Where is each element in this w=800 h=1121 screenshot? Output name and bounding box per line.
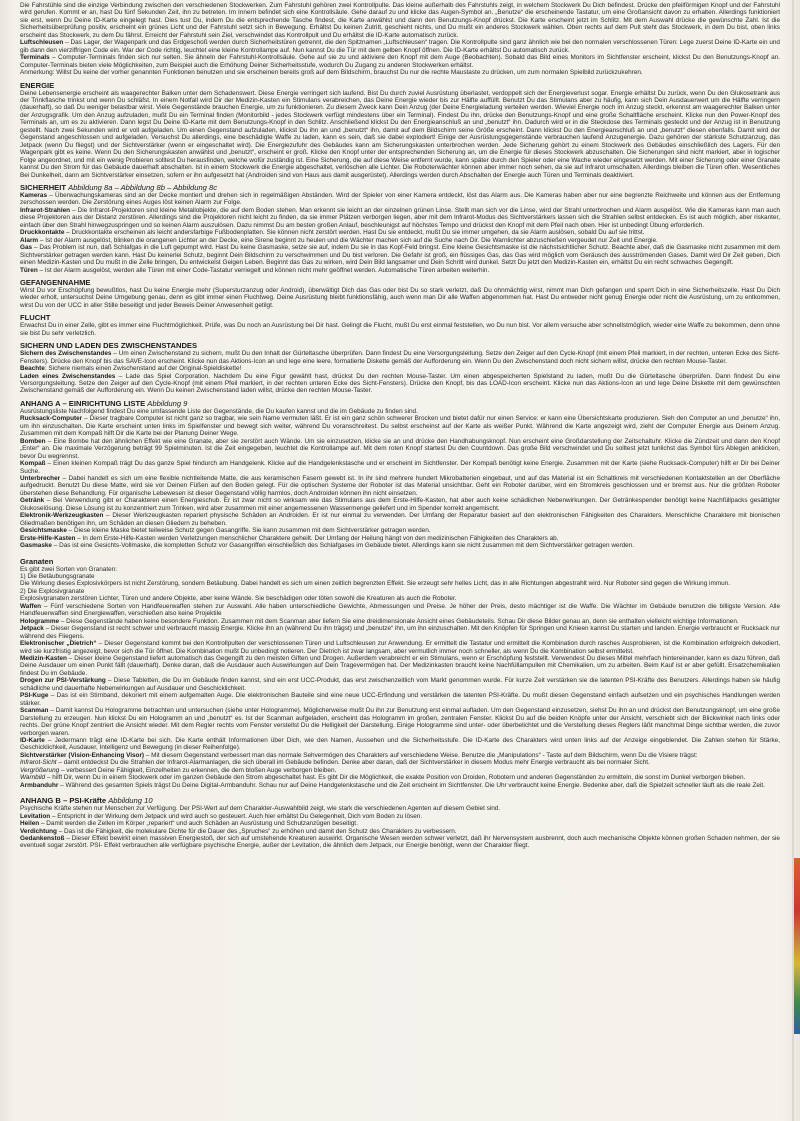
term-gas: Gas – Das Problem ist nun, daß Schlafgas in die Luft gepumpt wird. Hast Du keine Gasmaske, setze sie auf, indem Du sie in das Kopf-Feld bringst. Eine kleine Gesichtsmaske ist die nächstsichtlicher Schutz. Beachte aber, daß die Gasmaske nicht zusammen mit dem Sichtverstärker getragen werden kann. Hast Du keinerlei Schutz, beginnt Dein Bildschirm zu verschwimmen und Du bist verloren. Die Gefahr ist groß, ein flüssiges Gas, das Gas wird möglich vom Geräusch des ausströmenden Gases. Damit wird Dir Zeit geben, Dich einen Medizin-Kasten und Du mußt in die Zelle bringen, Du entwickelst Geigen Leben. Beginnt das Gas zu wirken, wird Dein Bild langsamer und Dein Schritt wird dunkel. Setzt Du jetzt den Medizin-Kasten ein, erhältst Du ein recht schwaches Gegengift. <box>20 244 780 267</box>
heading-granaten: Granaten <box>20 556 54 566</box>
term-gedankenstoss: Gedankenstoß – Dieser Effekt bewirkt einen massiven Energiestoß, der sich auf umstehende Kreaturen auswirkt. Organische Wesen werden schwer verletzt, daß ihr Nervensystem ausbrennt, doch auch mechanische Objekte können großen Schaden nehmen, der sie eventuell sogar zerstört. PSI- Effekt verbrauchen alle verfügbare psychische Energie, außer der Levitation, die ähnlich dem Jetpack, nur Energie benötigt, wenn der Charakter fliegt. <box>20 834 780 850</box>
heading-flucht: FLUCHT <box>20 313 51 323</box>
anhang-a-intro: Ausrüstungsliste Nachfolgend findest Du eine umfassende Liste der Gegenstände, die Du kaufen kannst und die im Gebäude zu finden sind. <box>20 407 418 415</box>
granaten-line-2: 1) Die Betäubungsgranate <box>20 573 95 580</box>
term-medizin-kasten: Medizin-Kasten – Dieser kleine Gegenstand liefert automatisch das Gegengift zu den meisten Giften und Drogen. Außerdem verabreicht er ein Stimulans, wenn er Erschöpfung feststellt. Verwendest Du dieses Mittel mehrfach hintereinander, kann es dazu führen, daß Deine Ausdauer um einen Punkt fällt (dauerhaft). Denke daran, daß die Ausdauer auch Auswirkungen auf Dein Tragevermögen hat. Der Medizinkasten braucht keine Nachfüllampullen mit Chemikalien, um zu arbeiten. Beim Kauf ist er aber gefüllt. Ersatzchemikalien findest Du im Gebäude. <box>20 654 780 677</box>
note-paragraph: Anmerkung: Willst Du keine der vorher genannten Funktionen benutzen und sie erscheinen bereits groß auf dem Bildschirm, brauchst Du nur die rechte Maustaste zu drücken, um zum normalen Spielbild zurückzukehren. <box>20 69 643 77</box>
visor-infrarot: Infrarot-Sicht – damit entdeckst Du die Strahlen der Infrarot-Alarmanlagen, die sich überall im Gebäude befinden. Denke aber daran, daß der Sichtverstärker in diesem Modus mehr Energie verbraucht als bei normaler Sicht. <box>20 759 650 767</box>
gefangennahme-paragraph: Wirst Du vor Erschöpfung bewußtlos, hast Du keine Energie mehr (Supersturzanzug oder Android), überwältigt Dich das Gas oder bist Du so stark verletzt, daß Du ohnmächtig wirst, nimmt man Dich gefangen und sperrt Dich in eine Sicherheitszelle. Hast Du Dich wieder erholt, untersuchst Deine Umgebung genau, denn es gibt immer einen Fluchtweg. Deine Ausrüstung bleibt funktionsfähig, auch wenn man Dir alle Waffen abgenommen hat. Hast Du entweder nicht genug Energie oder nicht die Ausrüstung, um zu entkommen, wirst Du von der UCC in aller Stille beseitigt und jeder Beweis Deiner Anwesenheit getilgt. <box>20 286 780 309</box>
term-drogen: Drogen zur PSI-Verstärkung – Diese Tabletten, die Du im Gebäude finden kannst, sind ein erst UCC-Produkt, das erst zwischenzeitlich vom Markt genommen wurde. Für kurze Zeit verstärken sie die latenten PSI-Kräfte des Benutzers. Allerdings haben sie häufig schädliche und dauerhafte Nebenwirkungen auf Ausdauer und Geschicklichkeit. <box>20 677 780 692</box>
term-levitation: Levitation – Entspricht in der Wirkung dem Jetpack und wird auch so gesteuert. Auch hier erhältst Du Gelegenheit, Dich vom Boden zu lösen. <box>20 812 423 820</box>
term-hologramme: Hologramme – Diese Gegenstände haben keine besondere Funktion. Zusammen mit dem Scanman aber liefern Sie eine dreidimensionale Ansicht eines Gebäudeteils. Schau Dir diese Bilder genau an, denn sie enthalten vielleicht wichtige Informationen. <box>20 617 739 625</box>
term-kameras: Kameras – Überwachungskameras sind an der Decke montiert und drehen sich in regelmäßigen Abständen. Wird der Spieler von einer Kamera entdeckt, löst das Alarm aus. Die Kameras haben aber nur eine begrenzte Reichweite und können aus der Entfernung zerschossen werden. Die Zerstörung eines Auges löst keinen Alarm zur Folge. <box>20 191 780 207</box>
heading-sichern-laden: SICHERN UND LADEN DES ZWISCHENSTANDES <box>20 341 198 351</box>
term-verdichtung: Verdichtung – Das ist die Fähigkeit, die molekulare Dichte für die Dauer des „Spruches“ zu erhöhen und damit den Schutz des Charakters zu verbessern. <box>20 827 457 835</box>
heading-anhang-b: ANHANG B – PSI-Kräfte Abbildung 10 <box>20 796 153 806</box>
elevator-paragraph: Die Fahrstühle sind die einzige Verbindung zwischen den verschiedenen Stockwerken. Zum Fahrstuhl gehören zwei Kontrollpulte. Das kleine außerhalb des Fahrstuhls zeigt, in welchem Stockwerk Du Dich befindest. Drücke den pfeilförmigen Knopf und der Fahrstuhl wird gerufen. Kommt er an, hast Du fünf Sekunden Zeit, ihn zu betreten. Im Innern befindet sich eine Kontrollsäule. Gehe darauf zu und klicke das Augen-Symbol an. „Benutze“ die erscheinende Tastatur, um eine Großansicht davon zu erhalten. Allerdings funktioniert sie erst, wenn Du Deine ID-Karte eingelegt hast. Dies tust Du, indem Du die entsprechende Tasche findest, die Karte anwählst und dann den Benutzungs-Knopf drückst. Die Karte erscheint jetzt im Schlitz. Mit dem Auswahl drücke die gewünschte Zahl. Ist die Sicherheitsüberprüfung positiv, erscheint ein grünes Licht und der Fahrstuhl setzt sich in Bewegung. Erhältst Du keinen Zutritt, geschieht nichts, und Du mußt ein anderes Stockwerk wählen. Oben rechts auf dem Pult steht das Stockwerk, in dem Du bist, oben links erscheint das Stockwerk, zu dem Du fährst. Erreicht der Fahrstuhl sein Ziel, verschwindet das Kontrollpult und Du erhältst die ID-Karte automatisch zurück. <box>20 2 780 39</box>
term-alarm: Alarm – Ist der Alarm ausgelöst, blinken die orangenen Lichter an der Decke, eine Sirene beginnt zu heulen und die Wächter machen sich auf die Suche nach Dir. Die Warnlichter abzuschießen vergeudet nur Zeit und Energie. <box>20 236 658 244</box>
colored-page-edge <box>794 858 800 1034</box>
heading-gefangennahme: GEFANGENNAHME <box>20 277 91 287</box>
term-werkzeugkasten: Elektronik-Werkzeugkasten – Dieser Werkzeugkasten repariert physische Schäden an Androiden. Er ist nur einmal zu verwenden. Der Umfang der Reparatur basiert auf den elektronischen Fähigkeiten des Charakters. Menschliche Charaktere mit bionischen Gliedmaßen benötigen ihn, um Schäden an diesen Gliedern zu beheben. <box>20 512 780 527</box>
heading-anhang-a: ANHANG A – EINRICHTUNG LISTE Abbildung 9 <box>20 398 188 408</box>
term-getraenk: Getränk – Bei Verwendung gibt er Charakteren einen Energieschub. Er ist zwar nicht so wirksam wie das Stimulans aus dem Erste-Hilfe-Kasten, hat aber auch keine schädlichen Nebenwirkungen. Der Getränkespender benötigt keine Nachfüllpacks gesättigter Glukoselösung. Diese Lösung ist zu konzentriert zum Trinken, wird aber zusammen mit einer angemessenen Wassermenge geliefert und im Spender korrekt angemischt. <box>20 497 780 512</box>
anhang-b-intro: Psychische Kräfte stehen nur Menschen zur Verfügung. Der PSI-Wert auf dem Charakter-Auswahlbild zeigt, wie stark die verschiedenen Agenten auf diesem Gebiet sind. <box>20 805 501 813</box>
term-jetpack: Jetpack – Dieser Gegenstand ist recht schwer und verbraucht massig Energie. Klicke ihn an (während Du ihn trägst) und „benutze“ ihn, um ihn einzuschalten. Mit den Knöpfen für Springen und Knieen kannst Du starten und landen. Energie verbraucht er Rucksack nur während des Fliegens. <box>20 625 780 640</box>
visor-vergroesserung: Vergrößerung – verbessert Deine Fähigkeit, Einzelheiten zu erkennen, die dem bloßen Auge verborgen bleiben. <box>20 766 337 774</box>
term-gasmaske: Gasmaske – Das ist eine Gesichts-Vollmaske, die kompletten Schutz vor Gasangriffen einschließlich des Schlafgases im Gebäude bietet. Allerdings kann sie nicht zusammen mit dem Sichtverstärker getragen werden. <box>20 542 635 550</box>
term-airlocks: Luftschleusen – Das Lager, der Wagenpark und das Erdgeschoß werden durch Sicherheitstüren getrennt, die den Spitznamen „Luftschleusen“ tragen. Die Kontrollpulte sind ganz ähnlich wie bei den normalen verschlossenen Türen: Lege zuerst Deine ID-Karte ein und gib dann den vierziffrigen Code ein. War der Code richtig, leuchtet eine kleine Kontrollampe auf. Nun kannst Du die Tür mit dem gelben Knopf öffnen. Die ID-Karte erhältst Du automatisch zurück. <box>20 39 780 54</box>
visor-warnbild: Warnbild – hilft Dir, wenn Du in einem Stockwerk oder im ganzen Gebäude den Strom abgeschaltet hast. Es gibt Dir die Möglichkeit, die exakte Position von Droiden, Robotern und anderen Gegenständen zu ermitteln, die sonst im Dunkel verborgen blieben. <box>20 774 746 782</box>
term-armbanduhr: Armbanduhr – Während des gesamten Spiels trägst Du Deine Digital-Armbanduhr. Schau nur auf Deine Handgelenkstasche und die Zeit erscheint im Sichtfenster. Die Uhr verbraucht keine Energie. Bedenke aber, daß die Spielzeit schneller läuft als die reale Zeit. <box>20 781 765 789</box>
term-beachte: Beachte: Sichere niemals einen Zwischenstand auf der Original-Spieldiskette! <box>20 365 242 373</box>
heading-sicherheit: SICHERHEIT Abbildung 8a – Abbildung 8b – Abbildung 8c <box>20 182 218 192</box>
term-bomben: Bomben – Eine Bombe hat den ähnlichen Effekt wie eine Granate, aber sie zerstört auch Wände. Um sie einzusetzen, klicke sie an und drücke den Handhabungsknopf. Nun erscheint eine Großdarstellung der Zeitschaltuhr. Klicke die Zündzeit und dann den Knopf „Enter“ an. Die maximale Verzögerung beträgt 99 Spielminuten. Ist die Zeit eingegeben, leuchtet die Kontrollampe auf. Mit dem roten Knopf startest Du den Countdown. Das große Bild verschwindet und Du solltest jetzt tunlichst das Symbol fürs Ablegen anklicken, bevor Du wegrennst. <box>20 437 780 460</box>
term-gesichtsmaske: Gesichtsmaske – Diese kleine Maske bietet teilweise Schutz gegen Gasangriffe. Sie kann zusammen mit dem Sichtverstärker getragen werden. <box>20 527 431 535</box>
term-druckkontakte: Druckkontakte – Druckkontakte erscheinen als leicht andersfarbige Fußbodenplatten. Sie können nicht zerstört werden. Hast Du sie entdeckt, mußt Du sie immer umgehen, da sie Alarm auslösen, sobald Du auf sie trittst. <box>20 229 645 237</box>
heading-energie: ENERGIE <box>20 80 55 90</box>
term-erste-hilfe: Erste-Hilfe-Kasten – In dem Erste-Hilfe-Kasten werden Verletzungen menschlicher Charaktere geheilt. Der Umfang der Heilung hängt von den medizinischen Fähigkeiten des Charakters ab. <box>20 534 559 542</box>
term-sichern: Sichern des Zwischenstandes – Um einen Zwischenstand zu sichern, mußt Du den Inhalt der Gürteltasche überprüfen. Dann findest Du eine Versorgungsleitung. Setze den Zeiger auf den Cycle-Knopf (mit einem Pfeil markiert, in der rechten, unteren Ecke des Sicht-Fensters). Drücke den Knopf bis das SAVE-Icon erscheint. Klicke nun das Aktions-Icon an und lege eine leere, formatierte Diskette gemäß der Aufforderung ein. Wenn Du den Zwischenstand doch nicht sichern willst, drücke den rechten Mouse-Taster. <box>20 350 780 365</box>
term-id-karte: ID-Karte – Jedermann trägt eine ID-Karte bei sich. Die Karte enthält Informationen über Dich, wie den Namen, Aussehen und die Sicherheitsstufe. Die ID-Karte des Charakters wird unten links auf der Anzeige eingeblendet. Die Zahlen stehen für Stärke, Geschicklichkeit, Ausdauer, Intelligenz und Bewegung (in dieser Reihenfolge). <box>20 736 780 752</box>
term-unterbrecher: Unterbrecher – Dabei handelt es sich um eine flexible nichtleitende Matte, die aus keramischen Fasern gewebt ist. In ihr sind mehrere hundert Mikrobatterien eingebaut, und auf das Material ist ein Schaltkreis mit verschiedenen Kontaktstellen an der Oberfläche aufgedruckt. Benutzt Du diese Matte, wird sie vor Deinen Füßen auf den Boden gelegt. Für die optischen Systeme der Roboter ist das Material unsichtbar. Geht ein Roboter darüber, wird ein Stromkreis geschlossen und er bremst aus. Nur die größten Roboter überstehen diese Behandlung. Für organische Lebewesen ist dieser Gegenstand völlig harmlos, doch Androiden können ihn nicht einsetzen. <box>20 475 780 497</box>
manual-text <box>20 2 780 1116</box>
term-dietrich: Elektronischer „Dietrich“ – Dieser Gegenstand kommt bei den Kontrollpulten der verschlossenen Türen und Luftschleusen zur Anwendung. Er ermittelt die Tastatur und ermittelt die Kombination durch rasches Ausprobieren, ist die Kombination erfolgreich dekodiert, wird sie kurzfristig angezeigt, bevor sich die Tür öffnet. Die Kombination mußt Du unbedingt notieren. Der Dietrich ist zwar langsam, aber vermutlich immer noch schneller, als wenn Du die Kombination selbst ermittelst. <box>20 640 780 655</box>
term-heilen: Heilen – Damit werden die Zellen im Körper „repariert“ und auch Schäden an Ausrüstung und Schutzanzügen beseitigt. <box>20 820 358 828</box>
flucht-paragraph: Erwachst Du in einer Zelle, gibt es immer eine Fluchtmöglichkeit. Prüfe, was Du noch an Ausrüstung bei Dir hast. Gelingt die Flucht, mußt Du erst einmal feststellen, wo Du nun bist. Vor allem versuche aber schnellstmöglich, wieder eine Waffe zu bekommen, denn ohne sie bist Du sehr verletzlich. <box>20 322 780 337</box>
term-sichtverstaerker: Sichtverstärker (Vision-Enhancing Visor) – Mit diesem Gegenstand verbessert man das normale Sehvermögen des Charakters auf verschiedene Weise. Benutze die „Manipulations“ - Taste auf dem Bildschirm, wenn Du die Visiere trägst: <box>20 751 698 759</box>
term-scanman: Scanman – Damit kannst Du Hologramme betrachten und untersuchen (siehe unter Hologramme). Möglicherweise mußt Du ihn zur Benutzung erst einmal aufladen. Um den Gegenstand einzusetzen, siehst Du ihn an und drückst den Benutzungsknopf, um eine große Darstellung zu erzeugen. Nun klickst Du ein Hologramm an und „benutzt“ es. Ist der Scanman aufgeladen, erscheint das Hologramm im großen, zentralen Fenster. Klickst Du auf die beiden Knöpfe unter der Ansicht, verschiebt sich der Blickwinkel nach links oder rechts. Der grüne Knopf zentriert die Ansicht wieder. Mit dem Regler rechts vom Fenster verstellst Du die Helligkeit der Darstellung. Einige Hologramme sind unter- oder überbelichtet und die Verstellung dieses Reglers läßt manchmal Dinge sichtbar werden, die zuvor verborgen waren. <box>20 707 780 737</box>
energie-paragraph: Deine Lebensenergie erscheint als waagerechter Balken unter dem Schadenswert. Diese Energie verringert sich laufend. Bist Du durch zuviel Ausrüstung überlastet, verdoppelt sich der Energieverlust sogar. Energie erhältst Du zurück, wenn Du den Glukosetrank aus der Trinkflasche trinkst und wenn Du schläfst. In einem Notfall wird Dir der Medizin-Kasten ein Stimulans verabreichen, das Deine Energie wieder bis zur Hälfte auffüllt. Benutzt Du das Stimulans aber zu häufig, kann sich Dein Ausdauerwert um die Hälfte verringern (dauerhaft), so daß Du weniger belastbar wirst. Viele Gegenstände brauchen Energie, um zu funktionieren. Zu diesem Zweck kann Dein Anzug (der Deine Energieladung verteilen werden. Wieviel Energie noch im Anzug steckt, erkennst am waagerechter Balken unter der Anzugsgrafik. Um den Anzug aufzuladen, mußt Du ein Terminal finden (Monitorbild - jedes Stockwerk verfügt mindestens über ein Terminal). Findest Du ihn, drücke den Benutzungs-Knopf und eine große Schaltfläche erscheint. Klicke nun den Power-Knopf des Terminals an, um es zu aktivieren. Dann legst Du Deine ID-Karte mit dem Benutzungs-Knopf in den Schlitz. Anschließend klickst Du den Energieanschluß an und „benutzt“ ihn. Dadurch wird er in die Steckdose des Terminals gesteckt und der Anzug ist in Benutzung gestellt. Nach zwei Sekunden wird er voll aufgeladen. Um einen Gegenstand aufzuladen, klickst Du ihn an und „benutzt“ ihn, damit auf dem Bildschirm seine Größe erscheint. Dann klickst Du den Energieanschluß an und „benutzt“ diesen ebenfalls. Damit wird der Gegenstand angeschlossen und aufgeladen. Versuchst Du allerdings, eine beschädigte Waffe zu laden, kann es sein, daß sie dabei explodiert! Einige der Ausrüstungsgegenstände verbrauchen laufend Anzugenergie. Dazu gehören der stärkste Schutzanzug, das Jetpack (wenn Du fliegst) und der Sichtverstärker (wenn er eingeschaltet wird). Die Energiezufuhr des Gebäudes kann am Sicherungskasten unterbrochen werden. Jede Sicherung gehört zu einem Stockwerk des Gebäudes einschließlich des Lagers. Für den Wagenpark gibt es keine. Wenn Du den Sicherungskasten anwählst und „benutzt“, erscheint er groß. Klicke den Knopf unter der entsprechenden Sicherung an, um die Energie für dieses Stockwerk abzuschalten. Die Sicherungen sind nicht markiert, aber in logischer Folge angeordnet, und mit ein wenig Probieren solltest Du herausfinden, welche wofür zuständig ist. Eine Sicherung, die auf diese Weise entfernt wurde, kann später durch den Spieler oder eine Wache wieder eingesetzt werden. Mit einer Sicherung oder einer Granate kannst Du den Strom für das Gebäude dauerhaft abschalten. Ist in einem Stockwerk die Energie abgeschaltet, verlöschen alle Lichter. Die Roboterwächter können aber immer noch sehen, da sie auf Infrarot umschalten. Allerdings bleiben die Türen offen. Wesentliches Bei Dunkelheit, dann am Sichtverstärker einsetzen, sofern er ihn aufgesetzt hat (Androiden sind von Haus aus damit ausgerüstet). Allerdings werden durch Abschalten der Energie auch Türen und Terminals deaktiviert. <box>20 89 780 179</box>
term-kompass: Kompaß – Einen kleinen Kompaß trägt Du das ganze Spiel hindurch am Handgelenk. Klicke auf die Handgelenkstasche und er erscheint im Sichtfenster. Der Kompaß benötigt keine Energie. Zusammen mit der Karte (siehe Rucksack-Computer) hilft er Dir bei Deiner Suche. <box>20 460 780 475</box>
granaten-line-5: Explosivgranaten zerstören Lichter, Türen und andere Objekte, aber keine Wände. Sie beschädigen oder töten sowohl die Kreaturen als auch die Roboter. <box>20 595 457 603</box>
term-terminals: Terminals – Computer-Terminals finden sich nur selten. Sie ähneln der Fahrstuhl-Kontrollsäule. Gehe auf sie zu und aktiviere den Knopf mit dem Auge (Beobachten). Sobald das Bild eines Monitors im Sichtfenster erscheint, klickst Du den Benutzungs-Knopf an. Computer-Terminals bieten viele Möglichkeiten, zum Beispiel auch die Erhöhung Deiner Sicherheitsstufe, wodurch Du Zugang zu anderen Stockwerken erhältst. <box>20 54 780 69</box>
term-laden: Laden eines Zwischenstandes – Lade das Spiel Corporation. Nachdem Du eine Figur gewählt hast, drückst Du den rechten Mouse-Taster. Um einen abgespeicherten Spielstand zu laden, mußt Du die Gürteltasche überprüfen. Dann findest Du eine Versorgungsleitung. Setze den Zeiger auf den Cycle-Knopf (mit einem Pfeil markiert, in der rechten unteren Ecke des Sicht-Fensters). Drücke den Knopf, bis das LOAD-Icon erscheint. Klicke nun das Aktions-Icon an und lege Deine Diskette mit dem gewünschten Zwischenstand gemäß der Aufforderung ein. Wenn Du keinen Zwischenstand laden willst, drücke den rechten Mouse-Taster. <box>20 372 780 395</box>
granaten-line-1: Es gibt zwei Sorten von Granaten: <box>20 565 117 573</box>
term-psi-kuge: PSI-Kuge – Das ist ein Stirnband, dekoriert mit einem aufgemalten Auge. Die elektronischen Bauteile sind eine neue UCC-Erfindung und verstärken die latenten PSI-Kräfte. Du mußt diesen Gegenstand einfach aufsetzen und ein psychisches Handlungen werden stärker. <box>20 692 780 707</box>
term-infrarot: Infrarot-Strahlen – Die Infrarot-Projektoren sind kleine Metallobjekte, die auf dem Boden stehen. Man erkennt sie leicht an der einzelnen grünen Linse. Stellt man sich vor die Linse, wird der Strahl unterbrochen und Alarm ausgelöst. Wie die Kameras kann man auch diese Projektoren aus der Distanz zerstören. Allerdings sind die Projektoren nicht leicht zu finden, da sie immer Plätzen verborgen liegen, aber mit dem Infrarot-Modus des Sichtverstärkers lassen sich die Strahlen selbst entdecken. Es ist auch möglich, aber riskanter, einfach über den Strahl hinwegzuspringen und so keinen Alarm auszulösen. Dazu nimmst Du am besten großen Anlauf, beschleunigst auf höchstes Tempo und drückst den Knopf mit dem Pfeil nach oben. Hier ist unbedingt Übung erforderlich. <box>20 206 780 229</box>
term-waffen: Waffen – Fünf verschiedene Sorten von Handfeuerwaffen stehen zur Auswahl. Alle haben unterschiedliche Gewichte, Abmessungen und Preise. Je höher der Preis, desto mächtiger ist die Waffe. Die Wächter im Gebäude benutzen die billigste Version. Alle Handfeuerwaffen sind Energiewaffen, verschießen also keine Projektile <box>20 602 780 618</box>
term-rucksack-computer: Rucksack-Computer – Dieser tragbare Computer ist nicht ganz so tragbar, wie sein Name vermuten läßt. Er ist ein ganz schön schwerer Brocken und bietet dafür nur einen Service: er kann eine Übersichtskarte produzieren. Sieh den Computer an und „benutze“ ihn, um ihn einzuschalten. Die Karte erscheint unten links im Spielfenster und bewegt sich weiter, während Du voranschreitest. Du selbst erscheinst auf der Karte als weißer Punkt. Während die Karte angezeigt wird, zieht der Computer Energie aus Deinem Anzug. Zusammen mit dem Kompaß hilft Dir die Karte bei der Planung Deiner Wege. <box>20 415 780 438</box>
granaten-line-4: 2) Die Explosivgranate <box>20 587 85 595</box>
term-tueren: Türen – Ist der Alarm ausgelöst, werden alle Türen mit einer Code-Tastatur verriegelt und können nicht mehr geöffnet werden. Automatische Türen arbeiten weiterhin. <box>20 266 490 274</box>
granaten-line-3: Die Wirkung dieses Explosivkörpers ist nicht Zerstörung, sondern Betäubung. Dabei handelt es sich um einen zeitlich begrenzten Effekt. Sie erzeugt sehr helles Licht, das in alle Richtungen abgestrahlt wird. Nur Roboter sind gegen die Wirkung immun. <box>20 580 730 588</box>
